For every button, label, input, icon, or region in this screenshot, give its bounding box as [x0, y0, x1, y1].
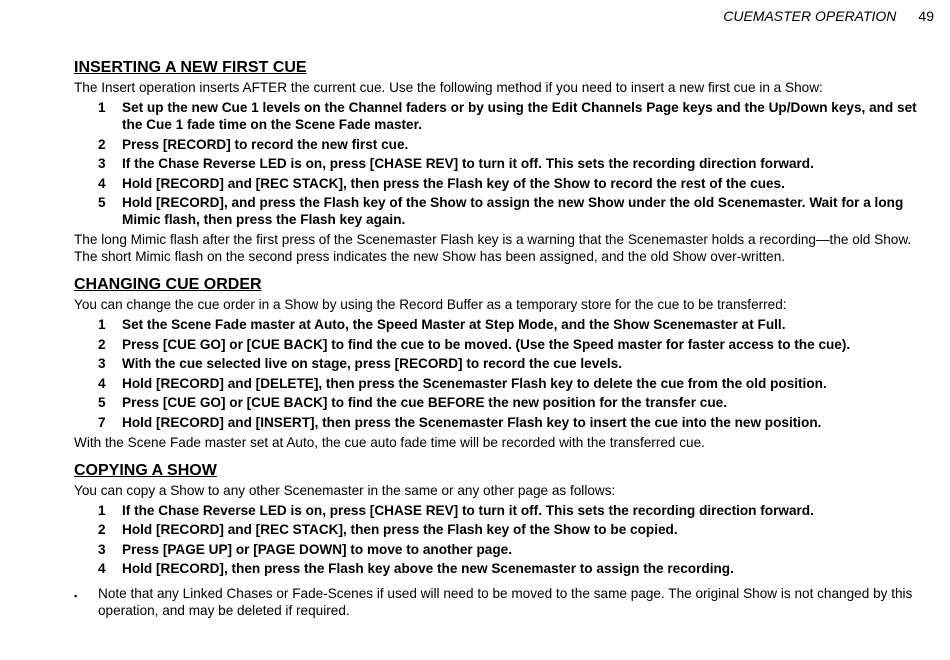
step-text: Set up the new Cue 1 levels on the Channel faders or by using the Edit Channels Page keys and the Up/Down keys, and set the Cue 1 fade time on the Scene Fade master. — [122, 100, 917, 132]
step-item — [74, 414, 930, 431]
step-number: 5 — [98, 195, 106, 211]
step-list — [74, 316, 930, 431]
page-header — [723, 8, 934, 24]
section-title: COPYING A SHOW — [74, 461, 217, 479]
step-item — [74, 375, 930, 392]
step-list — [74, 502, 930, 578]
step-number: 1 — [98, 502, 106, 518]
step-text: Press [CUE GO] or [CUE BACK] to find the cue to be moved. (Use the Speed master for faster access to the cue). — [122, 336, 851, 352]
step-number: 5 — [98, 395, 106, 411]
step-number: 4 — [98, 175, 106, 191]
section-outro: With the Scene Fade master set at Auto, the cue auto fade time will be recorded with the transferred cue. — [74, 434, 705, 450]
running-title: CUEMASTER OPERATION — [723, 8, 897, 24]
section-intro: You can copy a Show to any other Scenemaster in the same or any other page as follows: — [74, 482, 616, 498]
step-item — [74, 521, 930, 538]
step-number: 2 — [98, 522, 106, 538]
step-item — [74, 394, 930, 411]
step-number: 3 — [98, 541, 106, 557]
section-inserting-new-first-cue — [74, 57, 930, 265]
section-changing-cue-order — [74, 274, 930, 451]
step-number: 1 — [98, 100, 106, 115]
note-text: Note that any Linked Chases or Fade-Scenes if used will need to be moved to the same page. The original Show is not changed by this operation, and may be deleted if required. — [98, 586, 913, 619]
step-text: Hold [RECORD], and press the Flash key of the Show to assign the new Show under the old Scenemaster. Wait for a long Mimic flash, then press the Flash key again. — [122, 195, 904, 228]
step-text: Hold [RECORD] and [REC STACK], then press the Flash key of the Show to be copied. — [122, 522, 678, 538]
step-item — [74, 502, 930, 519]
section-copying-a-show — [74, 460, 930, 620]
step-number: 4 — [98, 561, 106, 577]
step-number: 3 — [98, 356, 106, 372]
step-item — [74, 99, 930, 133]
step-number: 4 — [98, 375, 106, 391]
step-number: 2 — [98, 336, 106, 352]
step-text: Press [PAGE UP] or [PAGE DOWN] to move to another page. — [122, 541, 512, 557]
step-item — [74, 541, 930, 558]
step-list — [74, 99, 930, 228]
step-item — [74, 355, 930, 372]
section-spacer — [74, 265, 930, 274]
step-number: 2 — [98, 136, 106, 152]
step-item — [74, 560, 930, 577]
section-intro: You can change the cue order in a Show by using the Record Buffer as a temporary store for the cue to be transferred: — [74, 296, 787, 312]
step-text: Press [RECORD] to record the new first cue. — [122, 136, 409, 152]
step-text: Hold [RECORD] and [DELETE], then press the Scenemaster Flash key to delete the cue from the old position. — [122, 375, 827, 391]
section-spacer — [74, 451, 930, 460]
step-item — [74, 175, 930, 192]
section-intro: The Insert operation inserts AFTER the current cue. Use the following method if you need to insert a new first cue in a Show: — [74, 80, 823, 95]
step-text: Hold [RECORD], then press the Flash key above the new Scenemaster to assign the recording. — [122, 561, 734, 577]
step-text: If the Chase Reverse LED is on, press [CHASE REV] to turn it off. This sets the recording direction forward. — [122, 156, 814, 172]
section-title: INSERTING A NEW FIRST CUE — [74, 59, 307, 76]
section-title: CHANGING CUE ORDER — [74, 275, 262, 293]
step-item — [74, 194, 930, 228]
page-content — [74, 57, 930, 619]
step-number: 7 — [98, 414, 106, 430]
step-item — [74, 336, 930, 353]
section-outro: The long Mimic flash after the first press of the Scenemaster Flash key is a warning that the Scenemaster holds a recording—the old Show. The short Mimic flash on the second press indicates the new Show has been assigned, and the old Show over-written. — [74, 231, 912, 264]
step-text: Hold [RECORD] and [REC STACK], then press the Flash key of the Show to record the rest of the cues. — [122, 175, 785, 191]
note-item — [74, 585, 930, 619]
square-bullet-icon: ▪ — [74, 591, 78, 602]
step-text: If the Chase Reverse LED is on, press [CHASE REV] to turn it off. This sets the recording direction forward. — [122, 502, 814, 518]
step-text: Set the Scene Fade master at Auto, the Speed Master at Step Mode, and the Show Scenemaster at Full. — [122, 316, 786, 332]
step-number: 1 — [98, 316, 106, 332]
step-item — [74, 155, 930, 172]
step-item — [74, 316, 930, 333]
step-text: With the cue selected live on stage, press [RECORD] to record the cue levels. — [122, 356, 622, 372]
step-item — [74, 136, 930, 153]
page-number: 49 — [918, 8, 934, 24]
step-text: Hold [RECORD] and [INSERT], then press the Scenemaster Flash key to insert the cue into the new position. — [122, 414, 822, 430]
step-text: Press [CUE GO] or [CUE BACK] to find the cue BEFORE the new position for the transfer cue. — [122, 395, 727, 411]
step-number: 3 — [98, 156, 106, 172]
